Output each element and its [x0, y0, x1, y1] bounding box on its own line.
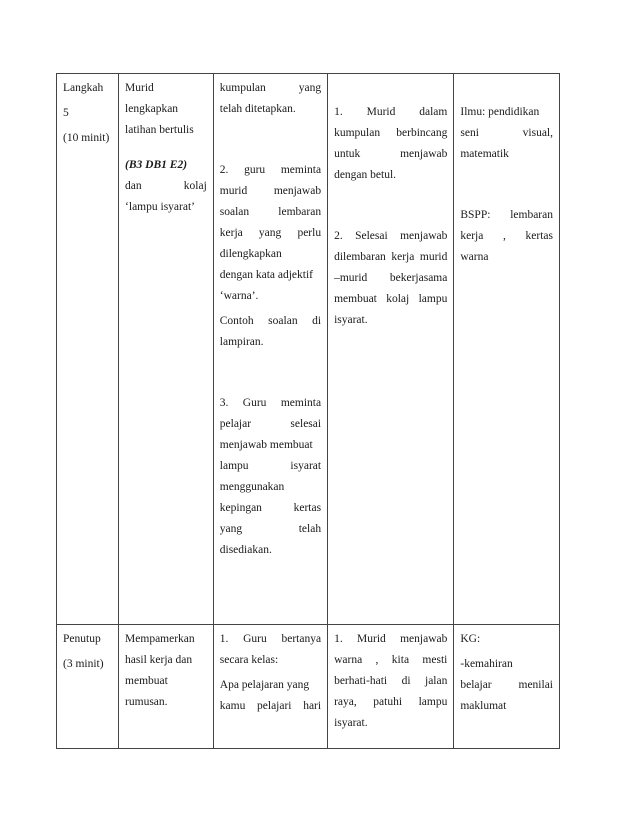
content-cell — [119, 74, 214, 625]
teacher-line — [220, 78, 321, 99]
teacher-word: yang — [298, 82, 322, 94]
notes-line: KG: — [460, 633, 481, 645]
teacher-line: kamu pelajari hari — [219, 700, 322, 712]
notes-line: warna — [460, 251, 489, 263]
content-line: rumusan. — [125, 696, 168, 708]
spacer — [334, 186, 447, 226]
notes-line: -kemahiran — [460, 658, 513, 670]
teacher-line: murid menjawab — [219, 185, 322, 197]
teacher-line: 1. Guru bertanya — [219, 633, 322, 645]
teacher-line: lampiran. — [219, 336, 264, 348]
teacher-word: kumpulan — [219, 82, 266, 94]
student-line: 1. Murid menjawab — [334, 633, 448, 645]
spacer — [220, 353, 321, 393]
student-line: dengan betul. — [334, 169, 397, 181]
teacher-line: disediakan. — [219, 544, 272, 556]
spacer — [460, 78, 553, 102]
student-line: berhati-hati di jalan — [334, 675, 448, 687]
teacher-line: kerja yang perlu — [219, 227, 322, 239]
table-row — [57, 74, 560, 625]
teacher-line: pelajar selesai — [219, 418, 322, 430]
content-word: kolaj — [183, 180, 207, 192]
student-line: raya, patuhi lampu — [334, 696, 448, 708]
teacher-line: dengan kata adjektif — [219, 269, 314, 281]
content-line: membuat — [125, 675, 168, 687]
teacher-line: telah ditetapkan. — [219, 103, 296, 115]
stage-cell — [57, 625, 119, 749]
notes-line: belajar menilai — [460, 679, 553, 691]
student-line: isyarat. — [334, 314, 368, 326]
teacher-line: soalan lembaran — [219, 206, 322, 218]
student-line: warna , kita mesti — [334, 654, 448, 666]
table-row — [57, 625, 560, 749]
stage-duration: (3 minit) — [63, 658, 104, 670]
student-line: membuat kolaj lampu — [334, 293, 448, 305]
student-activity-cell — [328, 74, 454, 625]
notes-cell — [454, 625, 560, 749]
teacher-line: menjawab membuat — [219, 439, 313, 451]
content-line: lengkapkan — [125, 103, 179, 115]
notes-line: maklumat — [460, 700, 507, 712]
student-activity-cell — [328, 625, 454, 749]
spacer — [460, 165, 553, 205]
stage-name: Penutup — [63, 633, 101, 645]
student-line: isyarat. — [334, 717, 368, 729]
teacher-line: lampu isyarat — [219, 460, 322, 472]
spacer — [220, 120, 321, 160]
content-line: latihan bertulis — [125, 124, 194, 136]
teacher-line: Apa pelajaran yang — [219, 679, 310, 691]
student-line: –murid bekerjasama — [334, 272, 448, 284]
content-cell — [119, 625, 214, 749]
teacher-activity-cell — [213, 74, 327, 625]
teacher-line: ‘warna’. — [219, 290, 259, 302]
content-code: (B3 DB1 E2) — [125, 159, 188, 171]
notes-line: kerja , kertas — [460, 230, 553, 242]
teacher-line: yang telah — [219, 523, 322, 535]
student-line: dilembaran kerja murid — [334, 251, 448, 263]
stage-duration: (10 minit) — [63, 132, 110, 144]
content-line: Mempamerkan — [125, 633, 195, 645]
teacher-line: kepingan kertas — [219, 502, 322, 514]
teacher-line: dilengkapkan — [219, 248, 282, 260]
notes-line: seni visual, — [460, 127, 553, 139]
lesson-plan-table — [56, 73, 560, 749]
teacher-line: Contoh soalan di — [219, 315, 322, 327]
content-word: dan — [125, 180, 142, 192]
teacher-activity-cell — [213, 625, 327, 749]
notes-line: matematik — [460, 148, 509, 160]
stage-name: Langkah — [63, 82, 104, 94]
notes-line: Ilmu: pendidikan — [460, 106, 540, 118]
content-line: hasil kerja dan — [125, 654, 193, 666]
content-line: Murid — [125, 82, 154, 94]
student-line: 2. Selesai menjawab — [334, 230, 448, 242]
teacher-line: 3. Guru meminta — [219, 397, 322, 409]
spacer — [334, 78, 447, 102]
stage-number: 5 — [63, 107, 69, 119]
teacher-line: secara kelas: — [219, 654, 279, 666]
spacer — [125, 141, 207, 155]
content-line — [125, 176, 207, 197]
student-line: kumpulan berbincang — [334, 127, 448, 139]
content-line: ‘lampu isyarat’ — [125, 201, 195, 213]
teacher-line: menggunakan — [219, 481, 285, 493]
teacher-line: 2. guru meminta — [219, 164, 322, 176]
stage-cell — [57, 74, 119, 625]
notes-cell — [454, 74, 560, 625]
notes-line: BSPP: lembaran — [460, 209, 553, 221]
student-line: 1. Murid dalam — [334, 106, 448, 118]
student-line: untuk menjawab — [334, 148, 448, 160]
